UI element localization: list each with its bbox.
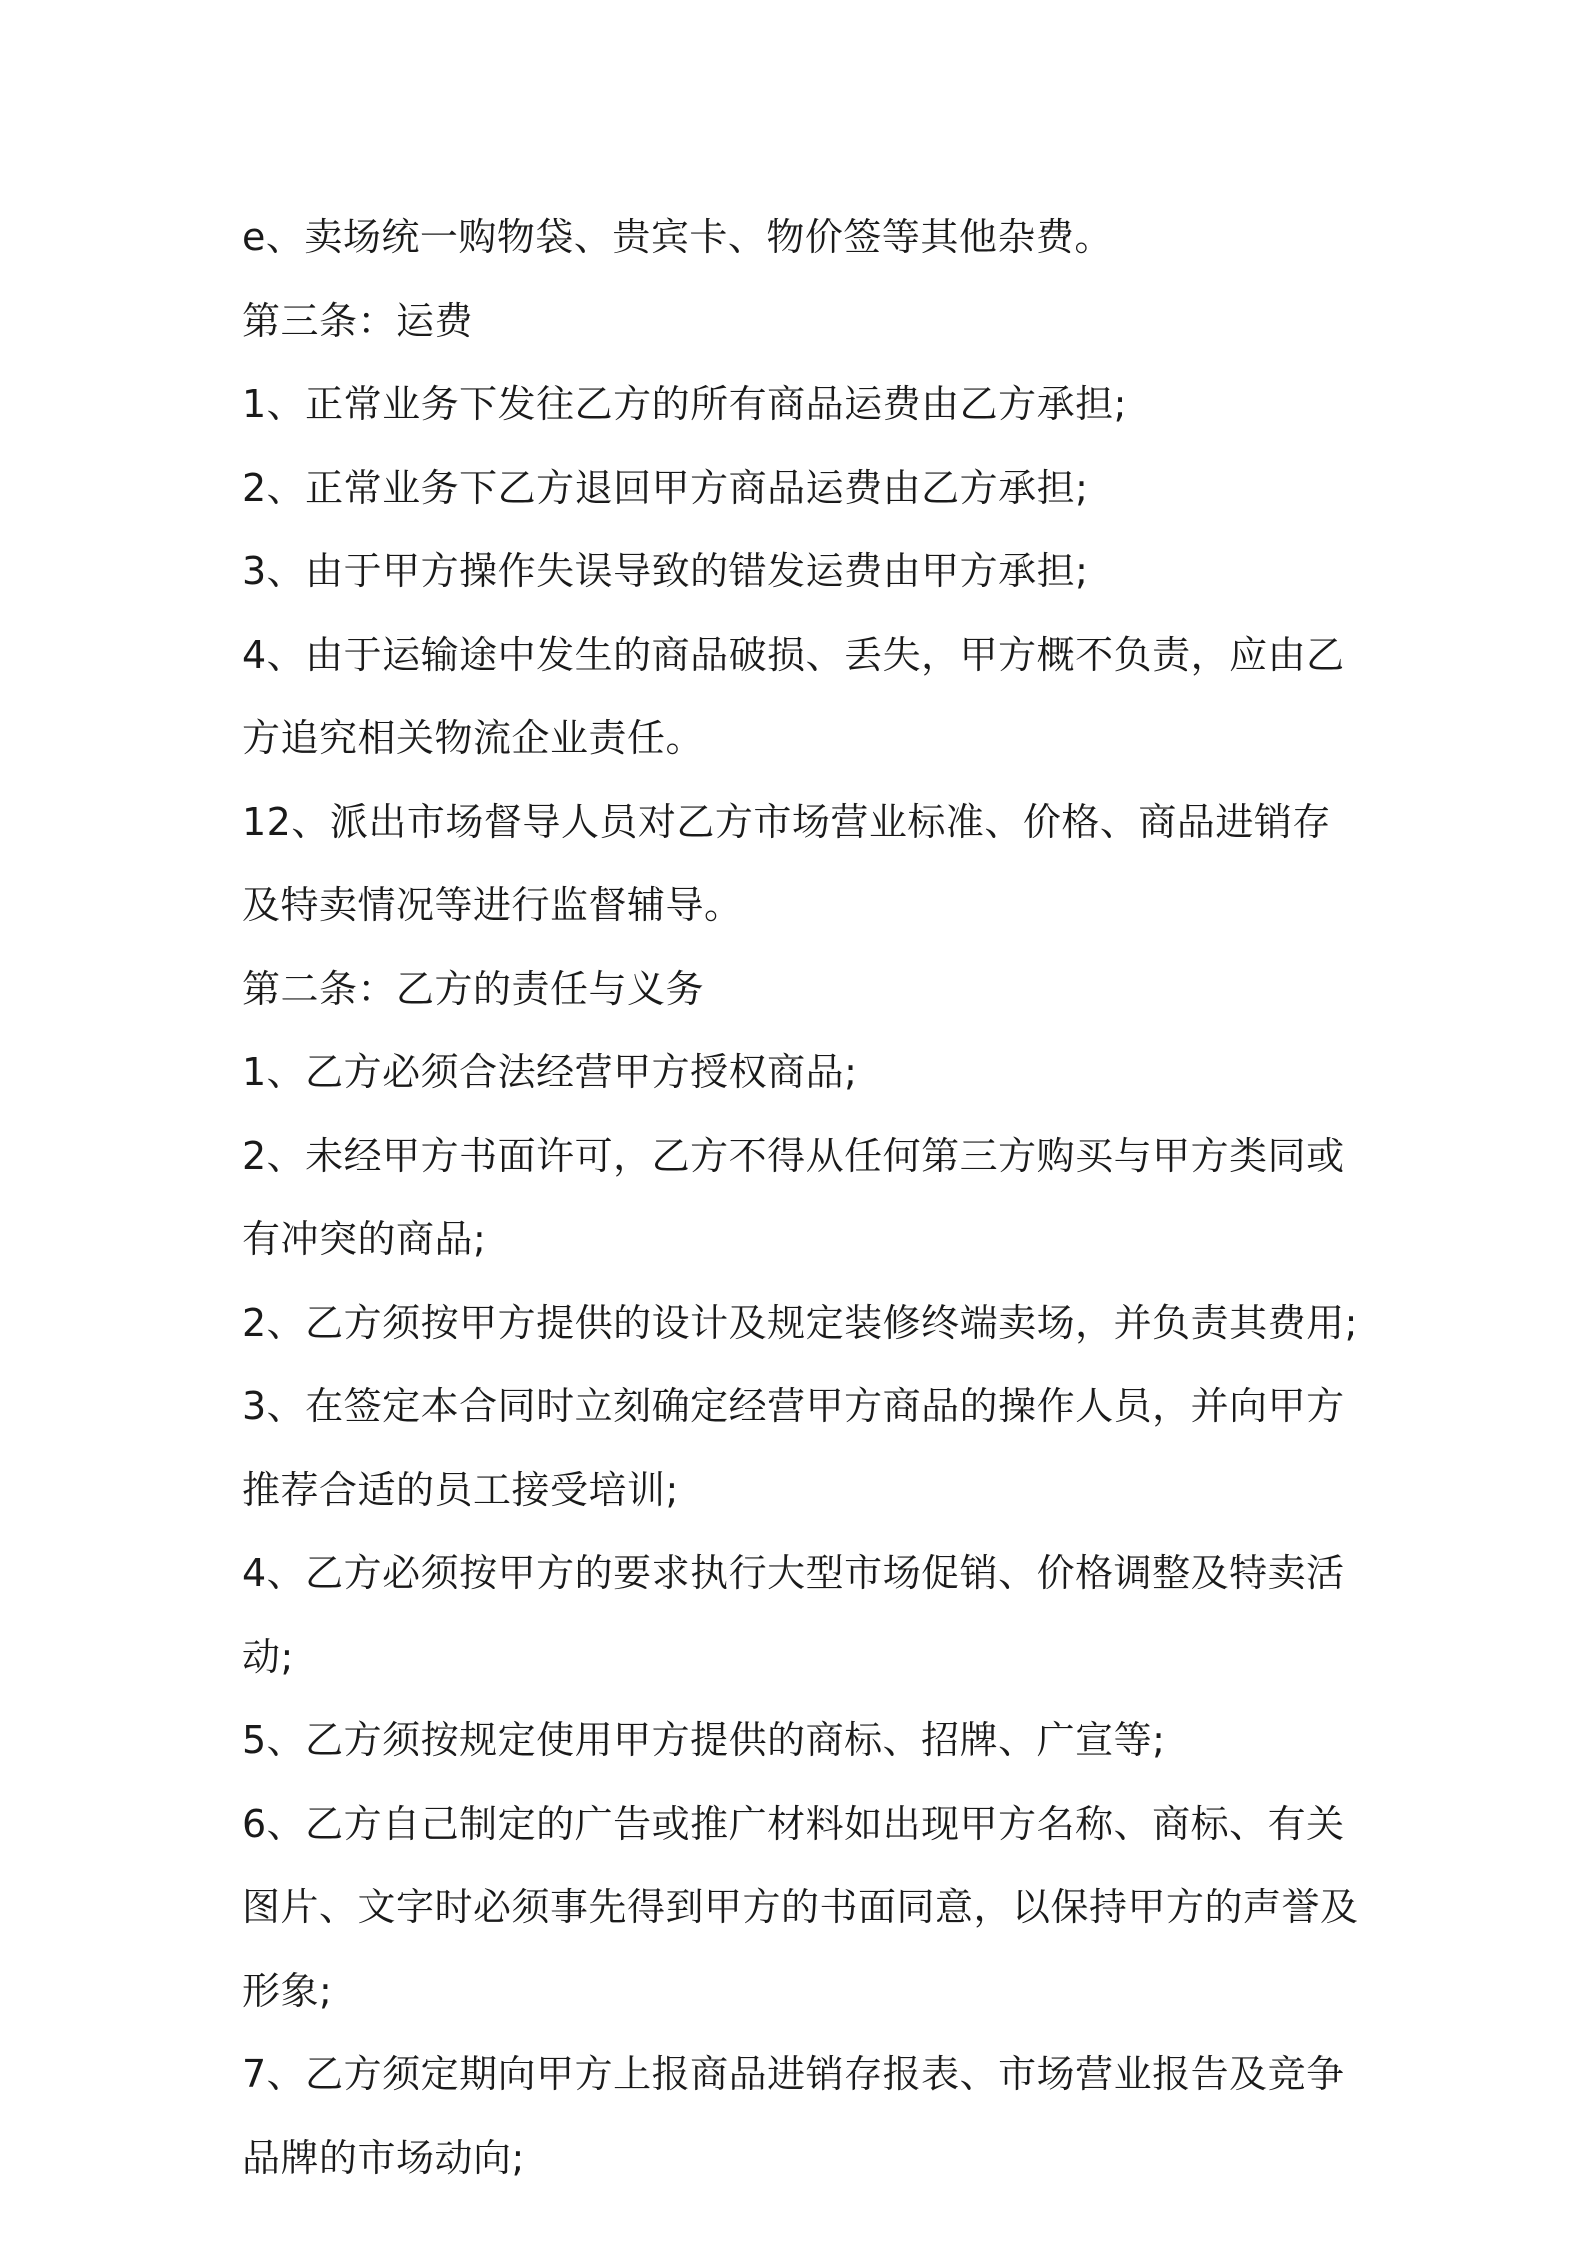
paragraph-freight-2: 2、正常业务下乙方退回甲方商品运费由乙方承担; (242, 465, 1089, 510)
paragraph-duty-3: 3、在签定本合同时立刻确定经营甲方商品的操作人员，并向甲方推荐合适的员工接受培训; (242, 1384, 1345, 1512)
paragraph-freight-3: 3、由于甲方操作失误导致的错发运费由甲方承担; (242, 549, 1089, 593)
paragraph-freight-4: 4、由于运输途中发生的商品破损、丢失，甲方概不负责，应由乙方追究相关物流企业责任。 (242, 632, 1345, 760)
section-heading-article-2: 第二条：乙方的责任与义务 (242, 966, 705, 1011)
paragraph-duty-1: 1、乙方必须合法经营甲方授权商品; (242, 1050, 858, 1094)
paragraph-freight-1: 1、正常业务下发往乙方的所有商品运费由乙方承担; (242, 382, 1127, 426)
paragraph-duty-5: 5、乙方须按规定使用甲方提供的商标、招牌、广宣等; (242, 1718, 1166, 1762)
paragraph-duty-4: 4、乙方必须按甲方的要求执行大型市场促销、价格调整及特卖活动; (242, 1551, 1345, 1679)
paragraph-duty-7: 7、乙方须定期向甲方上报商品进销存报表、市场营业报告及竞争品牌的市场动向; (242, 2052, 1345, 2180)
paragraph-duty-2a: 2、未经甲方书面许可，乙方不得从任何第三方购买与甲方类同或有冲突的商品; (242, 1133, 1345, 1261)
paragraph-duty-6: 6、乙方自己制定的广告或推广材料如出现甲方名称、商标、有关图片、文字时必须事先得到甲方的书面同意，以保持甲方的声誉及形象; (242, 1801, 1359, 2013)
paragraph-duty-2b: 2、乙方须按甲方提供的设计及规定装修终端卖场，并负责其费用; (242, 1300, 1358, 1345)
paragraph-supervision-12: 12、派出市场督导人员对乙方市场营业标准、价格、商品进销存及特卖情况等进行监督辅导。 (242, 799, 1331, 927)
section-heading-article-3: 第三条：运费 (242, 298, 474, 343)
paragraph-misc-fees: e、卖场统一购物袋、贵宾卡、物价签等其他杂费。 (242, 215, 1113, 259)
document-body (242, 196, 1362, 2200)
